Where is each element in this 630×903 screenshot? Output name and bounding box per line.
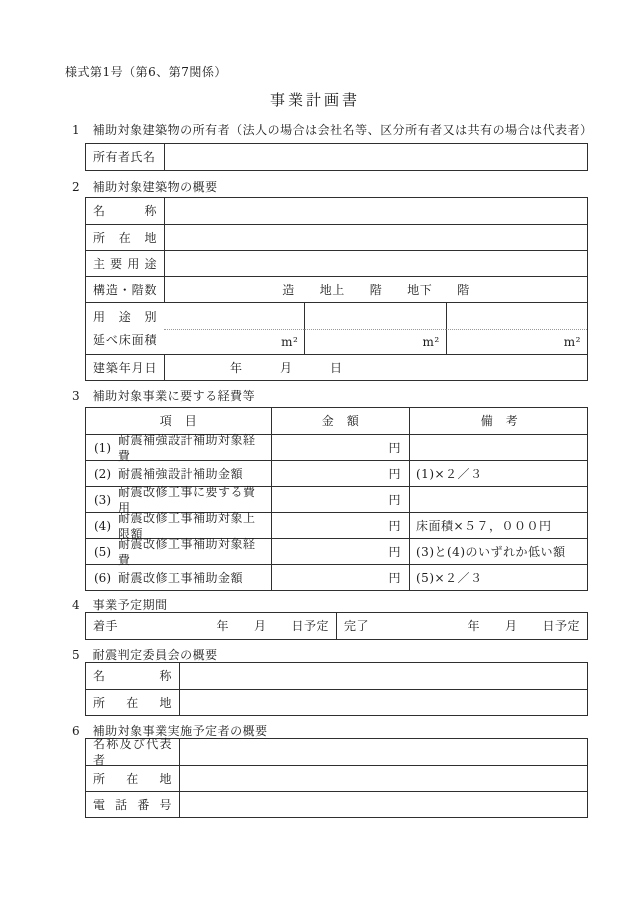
committee-location-label: 所在地 bbox=[93, 695, 172, 710]
implementer-location-field bbox=[179, 766, 587, 791]
use-by-type-row bbox=[164, 303, 587, 329]
row-number: (1) bbox=[94, 440, 111, 455]
building-name-field bbox=[164, 198, 587, 224]
start-label: 着手 bbox=[93, 619, 119, 633]
note-cell bbox=[409, 487, 589, 512]
amount-field: 円 bbox=[271, 487, 409, 512]
table-row bbox=[86, 198, 587, 224]
implementer-table bbox=[85, 738, 588, 818]
expense-row-5 bbox=[86, 536, 587, 567]
expense-item: 耐震改修工事に要する費用 bbox=[118, 484, 256, 515]
amount-field: 円 bbox=[271, 565, 409, 590]
expense-item: 耐震改修工事補助対象上限額 bbox=[118, 510, 256, 541]
amount-column-header: 金 額 bbox=[271, 408, 409, 434]
structure-floors-field: 造 地上 階 地下 階 bbox=[164, 277, 587, 302]
amount-field: 円 bbox=[271, 435, 409, 460]
floor-area-field-3: m² bbox=[446, 329, 587, 355]
table-row bbox=[86, 250, 587, 276]
committee-location-field bbox=[179, 690, 587, 715]
start-date-cell bbox=[86, 613, 336, 639]
table-row bbox=[86, 689, 587, 715]
expense-header-row bbox=[86, 408, 587, 434]
structure-floors-label: 構造・階数 bbox=[93, 282, 157, 297]
table-row bbox=[86, 354, 587, 380]
implementer-location-label: 所在地 bbox=[93, 771, 172, 786]
table-row bbox=[86, 144, 587, 170]
section-6-heading: 6 補助対象事業実施予定者の概要 bbox=[72, 724, 268, 738]
amount-field: 円 bbox=[271, 461, 409, 486]
amount-field: 円 bbox=[271, 539, 409, 564]
implementer-name-label: 名称及び代表者 bbox=[93, 737, 172, 767]
form-number: 様式第1号（第6、第7関係） bbox=[65, 65, 227, 79]
table-row bbox=[86, 663, 587, 689]
implementer-phone-label: 電話番号 bbox=[93, 797, 172, 812]
use-area-grid bbox=[164, 303, 587, 354]
committee-name-field bbox=[179, 663, 587, 689]
construction-date-field: 年 月 日 bbox=[164, 355, 587, 380]
main-use-label: 主要用途 bbox=[93, 256, 157, 271]
floor-area-field-1: m² bbox=[164, 329, 304, 355]
expense-row-3 bbox=[86, 484, 587, 515]
construction-date-label: 建築年月日 bbox=[93, 360, 157, 375]
main-use-field bbox=[164, 251, 587, 276]
table-row bbox=[86, 276, 587, 302]
page-title: 事業計画書 bbox=[269, 91, 360, 109]
note-cell: (1)×２／３ bbox=[409, 461, 589, 486]
note-column-header: 備 考 bbox=[409, 408, 589, 434]
note-cell bbox=[409, 435, 589, 460]
expense-row-1 bbox=[86, 432, 587, 463]
table-row bbox=[86, 224, 587, 250]
section-2-heading: 2 補助対象建築物の概要 bbox=[72, 180, 218, 194]
section-5-heading: 5 耐震判定委員会の概要 bbox=[72, 648, 218, 662]
table-row bbox=[86, 765, 587, 791]
building-location-label: 所在地 bbox=[93, 230, 157, 245]
end-label: 完了 bbox=[344, 619, 370, 633]
floor-area-field-2: m² bbox=[304, 329, 445, 355]
end-date-cell bbox=[336, 613, 587, 639]
owner-name-field bbox=[164, 144, 587, 170]
row-number: (3) bbox=[94, 492, 111, 507]
use-by-type-label: 用途別 bbox=[93, 309, 157, 324]
row-number: (5) bbox=[94, 544, 111, 559]
implementer-phone-field bbox=[179, 792, 587, 817]
floor-area-row bbox=[164, 329, 587, 355]
expense-row-6 bbox=[86, 564, 587, 590]
expense-item: 耐震改修工事補助金額 bbox=[118, 570, 244, 585]
table-row bbox=[86, 739, 587, 765]
expense-table bbox=[85, 407, 588, 591]
building-overview-table bbox=[85, 197, 588, 381]
note-cell: (3)と(4)のいずれか低い額 bbox=[409, 539, 589, 564]
committee-name-label: 名称 bbox=[93, 669, 172, 683]
owner-table bbox=[85, 143, 588, 171]
row-number: (4) bbox=[94, 518, 111, 533]
building-name-label: 名称 bbox=[93, 204, 157, 218]
section-4-heading: 4 事業予定期間 bbox=[72, 598, 168, 612]
expense-row-4 bbox=[86, 510, 587, 541]
period-table bbox=[85, 612, 588, 640]
table-row bbox=[86, 302, 587, 354]
amount-field: 円 bbox=[271, 513, 409, 538]
period-row bbox=[86, 613, 587, 639]
table-row bbox=[86, 791, 587, 817]
use-type-field-1 bbox=[164, 303, 304, 329]
start-date-field: 年 月 日予定 bbox=[216, 619, 329, 633]
end-date-field: 年 月 日予定 bbox=[467, 619, 580, 633]
use-type-field-3 bbox=[446, 303, 587, 329]
expense-item: 耐震補強設計補助対象経費 bbox=[118, 432, 256, 463]
note-cell: (5)×２／３ bbox=[409, 565, 589, 590]
expense-row-2 bbox=[86, 460, 587, 486]
implementer-name-field bbox=[179, 739, 587, 765]
row-number: (2) bbox=[94, 466, 111, 481]
use-type-field-2 bbox=[304, 303, 445, 329]
item-column-header: 項 目 bbox=[159, 414, 198, 428]
section-1-heading: 1 補助対象建築物の所有者（法人の場合は会社名等、区分所有者又は共有の場合は代表者） bbox=[72, 123, 593, 137]
total-floor-area-label: 延べ床面積 bbox=[93, 333, 157, 348]
building-location-field bbox=[164, 225, 587, 250]
expense-item: 耐震補強設計補助金額 bbox=[118, 466, 244, 481]
note-cell: 床面積×５７，０００円 bbox=[409, 513, 589, 538]
expense-item: 耐震改修工事補助対象経費 bbox=[118, 536, 256, 567]
section-3-heading: 3 補助対象事業に要する経費等 bbox=[72, 389, 256, 403]
use-and-area-labels bbox=[86, 303, 164, 354]
row-number: (6) bbox=[94, 570, 111, 585]
committee-table bbox=[85, 662, 588, 716]
owner-name-label: 所有者氏名 bbox=[93, 150, 156, 164]
